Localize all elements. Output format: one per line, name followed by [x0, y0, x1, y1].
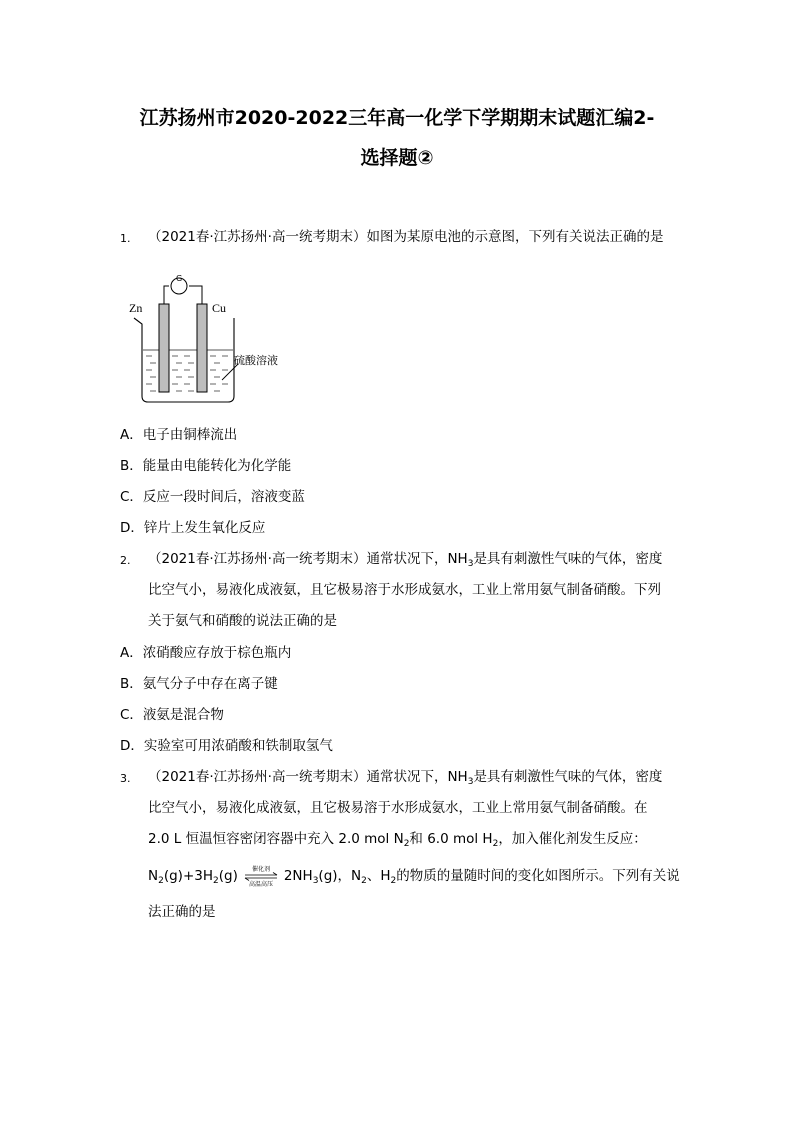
question-2-option-d: D．实验室可用浓硝酸和铁制取氢气 — [120, 738, 333, 754]
zn-label: Zn — [129, 301, 143, 315]
question-1-number: 1. — [120, 232, 131, 245]
copper-electrode — [197, 304, 207, 392]
question-2-option-c: C．液氨是混合物 — [120, 707, 224, 723]
question-3-stem-line2: 比空气小，易液化成液氨，且它极易溶于水形成氨水，工业上常用氨气制备硝酸。在 — [148, 800, 648, 816]
electrolyte-label: 硫酸溶液 — [234, 354, 278, 367]
question-2-stem-line3: 关于氨气和硝酸的说法正确的是 — [148, 613, 337, 629]
question-3-stem-line1: （2021春·江苏扬州·高一统考期末）通常状况下，$NH_3$是具有刺激性气味的气体，密度 — [148, 769, 663, 787]
zinc-electrode — [159, 304, 169, 392]
question-2-stem-line1: （2021春·江苏扬州·高一统考期末）通常状况下，$NH_3$是具有刺激性气味的气体，密度 — [148, 551, 663, 569]
cu-label: Cu — [212, 301, 227, 315]
document-title-line2: 选择题② — [360, 147, 434, 169]
arrow-bottom-label: 高温高压 — [248, 881, 273, 888]
question-1-option-a: A．电子由铜棒流出 — [120, 427, 238, 443]
arrow-top-label: 催化剂 — [251, 866, 270, 873]
question-1-option-b: B．能量由电能转化为化学能 — [120, 458, 292, 474]
question-2-number: 2. — [120, 554, 131, 567]
question-3-stem-line3: 2.0 L 恒温恒容密闭容器中充入 2.0 mol $N_2$和 6.0 mol $H_2$，加入催化剂发生反应： — [148, 831, 647, 849]
question-2-option-a: A．浓硝酸应存放于棕色瓶内 — [120, 645, 292, 661]
document-title-line1: 江苏扬州市2020-2022三年高一化学下学期期末试题汇编2- — [139, 107, 655, 129]
question-2-option-b: B．氨气分子中存在离子键 — [120, 676, 278, 692]
question-1-stem: （2021春·江苏扬州·高一统考期末）如图为某原电池的示意图，下列有关说法正确的是 — [148, 229, 664, 245]
reversible-arrow-icon — [242, 864, 280, 888]
question-1-option-c: C．反应一段时间后，溶液变蓝 — [120, 489, 305, 505]
question-3-equation-line: $N_2(g)+3H_2(g)$ 催化剂 高温高压 $2NH_3(g)$，$N_2$、$H_2$的物质的量随时间的变化如图所示。下列有关说 — [148, 866, 680, 888]
question-2-stem-line2: 比空气小，易液化成液氨，且它极易溶于水形成氨水，工业上常用氨气制备硝酸。下列 — [148, 582, 661, 598]
ammeter-label: G — [176, 274, 183, 283]
question-3-stem-line5: 法正确的是 — [148, 904, 216, 920]
question-3-number: 3. — [120, 772, 131, 785]
galvanic-cell-figure — [124, 268, 294, 410]
question-1-option-d: D．锌片上发生氧化反应 — [120, 520, 266, 536]
